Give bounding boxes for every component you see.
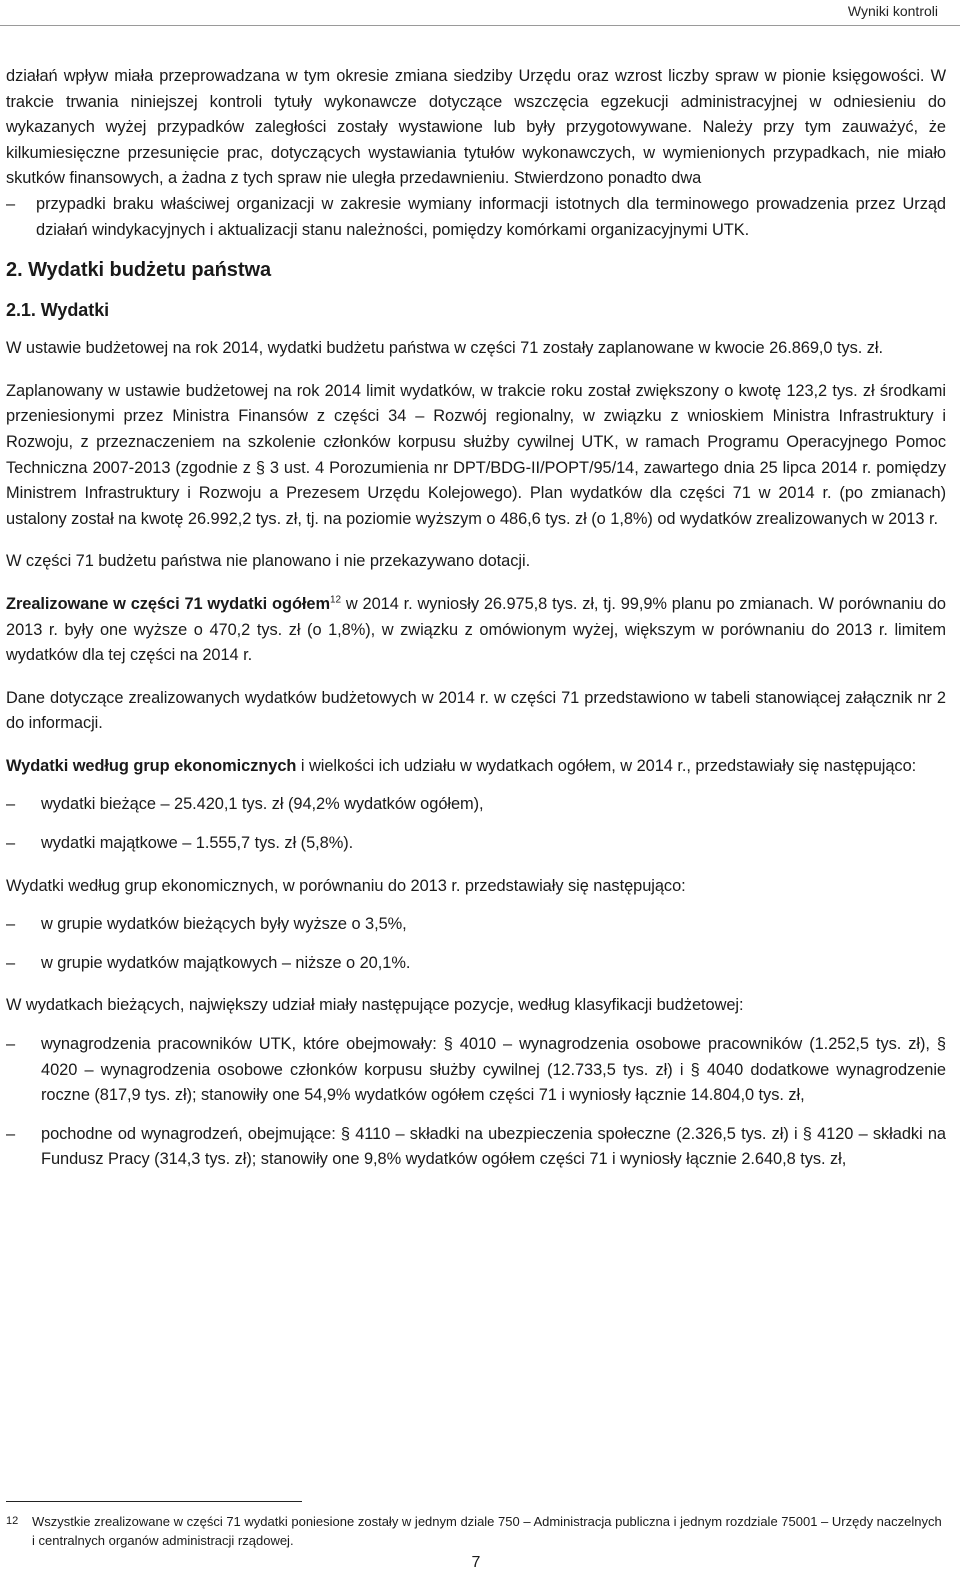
list-item-text: przypadki braku właściwej organizacji w zakresie wymiany informacji istotnych dla terminowego prowadzenia przez Urząd działań windykacyjnych i aktualizacji stanu należności, pomiędzy komórkami organizacyjnymi UTK. <box>36 194 946 239</box>
list-item-text: wydatki bieżące – 25.420,1 tys. zł (94,2% wydatków ogółem), <box>41 795 484 814</box>
dash-marker: – <box>6 953 16 972</box>
footnote-reference[interactable]: 12 <box>330 594 342 606</box>
paragraph-continuation: działań wpływ miała przeprowadzana w tym okresie zmiana siedziby Urzędu oraz wzrost liczby spraw w pionie księgowości. W trakcie trwania niniejszej kontroli tytuły wykonawcze dotyczące wszczęcia egzekucji administracyjnej w odniesieniu do wykazanych wyżej przypadków zaległości zostały wystawione lub były przygotowywane. Należy przy tym zauważyć, że kilkumiesięczne przesunięcie prac, dotyczących wystawiania tytułów wykonawczych, w wymienionych przypadkach, nie miało skutków finansowych, a żadna z tych spraw nie uległa przedawnieniu. Stwierdzono ponadto dwa <box>6 67 946 188</box>
paragraph-compare: Wydatki według grup ekonomicznych, w porównaniu do 2013 r. przedstawiały się następująco: <box>6 876 686 895</box>
dash-marker: – <box>6 1035 16 1054</box>
list-item <box>6 951 946 977</box>
compare-list <box>6 912 946 976</box>
paragraph-data: Dane dotyczące zrealizowanych wydatków budżetowych w 2014 r. w części 71 przedstawiono w tabeli stanowiącej załącznik nr 2 do informacji. <box>6 688 946 733</box>
paragraph-realized-rest: w 2014 r. wyniosły 26.975,8 tys. zł, tj. 99,9% planu po zmianach. W porównaniu do 2013 r. były one wyższe o 470,2 tys. zł (o 1,8%), w związku z omówionym wyżej, większym w porównaniu do 2013 r. limitem wydatków dla tej części na 2014 r. <box>6 594 946 665</box>
list-item <box>6 912 946 938</box>
paragraph-planned: Zaplanowany w ustawie budżetowej na rok 2014 limit wydatków, w trakcie roku został zwiększony o kwotę 123,2 tys. zł środkami przeniesionymi przez Ministra Finansów z części 34 – Rozwój regionalny, w związku z wnioskiem Ministra Infrastruktury i Rozwoju, z przeznaczeniem na szkolenie członków korpusu służby cywilnej UTK, w ramach Programu Operacyjnego Pomoc Techniczna 2007-2013 (zgodnie z § 3 ust. 4 Porozumienia nr DPT/BDG-II/POPT/95/14, zawartego dnia 25 lipca 2014 r. pomiędzy Ministrem Infrastruktury i Rozwoju a Prezesem Urzędu Kolejowego). Plan wydatków dla części 71 w 2014 r. (po zmianach) ustalony został na kwotę 26.992,2 tys. zł, tj. na poziomie wyższym o 486,6 tys. zł (o 1,8%) od wydatków zrealizowanych w 2013 r. <box>6 381 946 528</box>
footnote-text: Wszystkie zrealizowane w części 71 wydatki poniesione zostały w jednym dziale 750 – Administracja publiczna i jednym rozdziale 75001 – Urzędy naczelnych i centralnych organów administracji rządowej. <box>32 1514 942 1548</box>
subsection-heading: 2.1. Wydatki <box>6 300 110 321</box>
list-item <box>6 1122 946 1173</box>
groups-list <box>6 792 946 856</box>
paragraph-subsidies: W części 71 budżetu państwa nie planowano i nie przekazywano dotacji. <box>6 552 531 571</box>
list-item <box>6 792 946 818</box>
list-item-text: wynagrodzenia pracowników UTK, które obejmowały: § 4010 – wynagrodzenia osobowe pracowników (1.252,5 tys. zł), § 4020 – wynagrodzenia osobowe członków korpusu służby cywilnej (12.733,5 tys. zł) i § 4040 dodatkowe wynagrodzenie roczne (817,9 tys. zł); stanowiły one 54,9% wydatków ogółem części 71 i wyniosły łącznie 14.804,0 tys. zł, <box>41 1035 946 1105</box>
paragraph-realized <box>6 592 946 669</box>
paragraph-budget: W ustawie budżetowej na rok 2014, wydatki budżetu państwa w części 71 zostały zaplanowane w kwocie 26.869,0 tys. zł. <box>6 339 884 358</box>
dash-marker: – <box>6 915 16 934</box>
paragraph-current: W wydatkach bieżących, największy udział miały następujące pozycje, według klasyfikacji budżetowej: <box>6 996 744 1015</box>
list-item-text: pochodne od wynagrodzeń, obejmujące: § 4110 – składki na ubezpieczenia społeczne (2.326,5 tys. zł) i § 4120 – składki na Fundusz Pracy (314,3 tys. zł); stanowiły one 9,8% wydatków ogółem części 71 i wyniosły łącznie 2.640,8 tys. zł, <box>41 1124 946 1169</box>
list-item <box>6 192 946 243</box>
running-header-title: Wyniki kontroli <box>847 3 938 19</box>
dash-marker: – <box>6 834 16 853</box>
list-item-text: w grupie wydatków bieżących były wyższe o 3,5%, <box>41 915 407 934</box>
paragraph-groups <box>6 754 946 780</box>
list-item <box>6 831 946 857</box>
page-content <box>6 64 946 1173</box>
section-heading: 2. Wydatki budżetu państwa <box>6 259 272 282</box>
footnote-separator <box>6 1501 302 1502</box>
footnote-number: 12 <box>6 1515 19 1527</box>
paragraph-realized-bold: Zrealizowane w części 71 wydatki ogółem <box>6 594 331 613</box>
list-item-text: w grupie wydatków majątkowych – niższe o 20,1%. <box>41 953 411 972</box>
list-item <box>6 1032 946 1109</box>
page-number: 7 <box>471 1554 481 1571</box>
footnote <box>6 1512 946 1550</box>
dash-marker: – <box>6 1124 16 1143</box>
dash-marker: – <box>6 194 16 213</box>
paragraph-groups-rest: i wielkości ich udziału w wydatkach ogółem, w 2014 r., przedstawiały się następująco: <box>296 756 917 775</box>
list-item-text: wydatki majątkowe – 1.555,7 tys. zł (5,8%). <box>41 834 354 853</box>
dash-marker: – <box>6 795 16 814</box>
paragraph-groups-bold: Wydatki według grup ekonomicznych <box>6 756 297 775</box>
current-list <box>6 1032 946 1173</box>
running-header <box>0 0 960 26</box>
